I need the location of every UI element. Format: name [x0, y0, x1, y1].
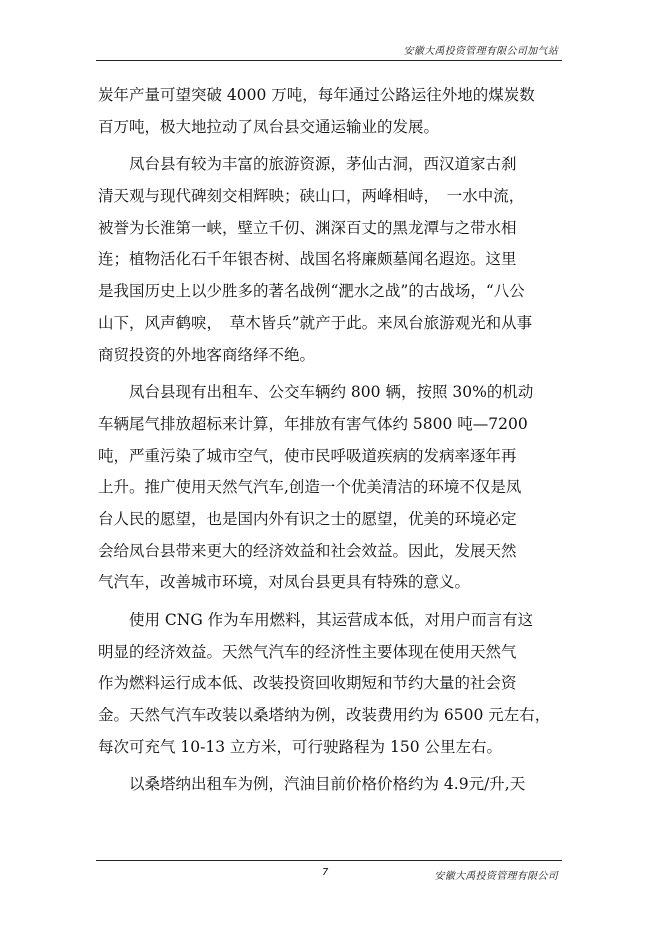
text-line: 清天观与现代碑刻交相辉映；硖山口，两峰相峙， 一水中流，: [98, 187, 525, 206]
text-line: 会给凤台县带来更大的经济效益和社会效益。因此，发展天然: [98, 541, 517, 560]
paragraph-5: [98, 769, 560, 801]
paragraph-3: [98, 377, 560, 599]
text-line: 被誉为长淮第一峡，壁立千仞、渊深百丈的黑龙潭与之带水相: [98, 218, 517, 237]
page-header: 安徽大禹投资管理有限公司加气站: [403, 46, 558, 57]
text-line: 凤台县现有出租车、公交车辆约 800 辆，按照 30%的机动: [98, 383, 534, 402]
text-line: 炭年产量可望突破 4000 万吨，每年通过公路运往外地的煤炭数: [98, 86, 535, 104]
text-line: 明显的经济效益。天然气汽车的经济性主要体现在使用天然气: [98, 642, 517, 661]
text-line: 金。天然气汽车改装以桑塔纳为例，改装费用约为 6500 元左右，: [98, 706, 551, 725]
text-line: 车辆尾气排放超标来计算，年排放有害气体约 5800 吨—7200: [98, 414, 528, 433]
text-line: 以桑塔纳出租车为例，汽油目前价格价格约为 4.9元/升,天: [98, 775, 526, 794]
text-line: 山下，风声鹤唳， 草木皆兵”就产于此。来凤台旅游观光和从事: [98, 313, 533, 332]
page-number: 7: [322, 867, 329, 878]
page-footer: 安徽大禹投资管理有限公司: [434, 871, 558, 882]
header-divider: [96, 60, 562, 61]
text-line: 上升。推广使用天然气汽车,创造一个优美清洁的环境不仅是凤: [98, 478, 522, 497]
text-line: 每次可充气 10-13 立方米，可行驶路程为 150 公里左右。: [98, 737, 502, 756]
footer-divider: [96, 860, 562, 861]
text-line: 连；植物活化石千年银杏树、战国名将廉颇墓闻名遐迩。这里: [98, 250, 517, 269]
text-line: 使用 CNG 作为车用燃料，其运营成本低，对用户而言有这: [98, 611, 534, 629]
text-line: 百万吨，极大地拉动了凤台县交通运输业的发展。: [98, 117, 440, 136]
paragraph-2: [98, 149, 560, 371]
paragraph-4: [98, 605, 560, 763]
text-line: 凤台县有较为丰富的旅游资源，茅仙古洞，西汉道家古刹: [98, 155, 517, 174]
document-body: [98, 80, 560, 807]
text-line: 气汽车，改善城市环境，对凤台县更具有特殊的意义。: [98, 573, 471, 592]
text-line: 商贸投资的外地客商络绎不绝。: [98, 345, 316, 364]
text-line: 作为燃料运行成本低、改装投资回收期短和节约大量的社会资: [98, 674, 517, 693]
text-line: 台人民的愿望，也是国内外有识之士的愿望，优美的环境必定: [98, 509, 517, 528]
paragraph-1: [98, 80, 560, 143]
text-line: 吨，严重污染了城市空气，使市民呼吸道疾病的发病率逐年再: [98, 446, 517, 465]
text-line: 是我国历史上以少胜多的著名战例“淝水之战”的古战场，“八公: [98, 282, 525, 301]
